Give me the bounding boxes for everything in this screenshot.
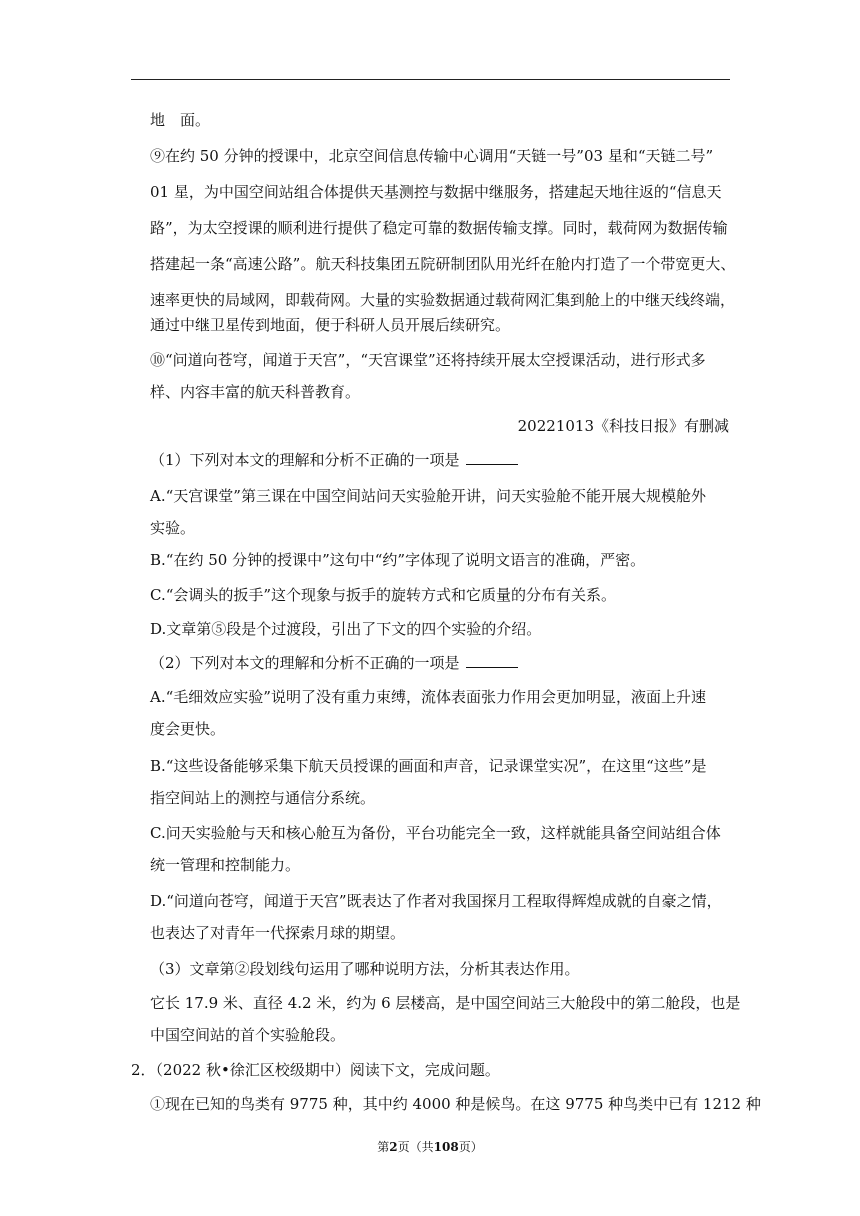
question-1-option: 实验。 xyxy=(150,519,196,537)
header-rule xyxy=(131,79,730,80)
page-number: 2 xyxy=(389,1140,398,1154)
question-1-option: A.“天宫课堂”第三课在中国空间站问天实验舱开讲，问天实验舱不能开展大规模舱外 xyxy=(150,487,706,505)
question-2-option: 统一管理和控制能力。 xyxy=(150,856,301,874)
page-total: 108 xyxy=(433,1140,459,1154)
text-line: 搭建起一条“高速公路”。航天科技集团五院研制团队用光纤在舱内打造了一个带宽更大、 xyxy=(150,255,736,273)
text-line: 地 面。 xyxy=(150,111,211,129)
text-line: 样、内容丰富的航天科普教育。 xyxy=(150,383,361,401)
text-line: ⑨在约 50 分钟的授课中，北京空间信息传输中心调用“天链一号”03 星和“天链二号” xyxy=(150,147,714,165)
problem-2-heading: 2．（2022 秋•徐汇区校级期中）阅读下文，完成问题。 xyxy=(131,1061,500,1079)
question-2-option: 度会更快。 xyxy=(150,720,226,738)
text-line: 通过中继卫星传到地面，便于科研人员开展后续研究。 xyxy=(150,316,511,334)
question-2-option: C.问天实验舱与天和核心舱互为备份，平台功能完全一致，这样就能具备空间站组合体 xyxy=(150,824,721,842)
question-1-option: D.文章第⑤段是个过渡段，引出了下文的四个实验的介绍。 xyxy=(150,620,542,638)
question-1-stem: （1）下列对本文的理解和分析不正确的一项是 xyxy=(150,450,518,470)
text-line: 01 星，为中国空间站组合体提供天基测控与数据中继服务，搭建起天地往返的“信息天 xyxy=(150,183,722,201)
text-line: ⑩“问道向苍穹，闻道于天宫”，“天宫课堂”还将持续开展太空授课活动，进行形式多 xyxy=(150,351,706,369)
question-2-option: 指空间站上的测控与通信分系统。 xyxy=(150,789,376,807)
question-2-option: 也表达了对青年一代探索月球的期望。 xyxy=(150,924,406,942)
text-line: 速率更快的局域网，即载荷网。大量的实验数据通过载荷网汇集到舱上的中继天线终端， xyxy=(150,291,736,309)
question-1-option: B.“在约 50 分钟的授课中”这句中“约”字体现了说明文语言的准确，严密。 xyxy=(150,551,646,569)
question-3-text: 它长 17.9 米、直径 4.2 米，约为 6 层楼高，是中国空间站三大舱段中的第二舱段，也是 xyxy=(150,994,741,1012)
question-2-option: A.“毛细效应实验”说明了没有重力束缚，流体表面张力作用会更加明显，液面上升速 xyxy=(150,688,706,706)
question-2-option: D.“问道向苍穹，闻道于天宫”既表达了作者对我国探月工程取得辉煌成就的自豪之情， xyxy=(150,892,722,910)
source-citation: 20221013《科技日报》有删减 xyxy=(517,417,729,435)
page-footer: 第2页（共108页） xyxy=(377,1140,483,1154)
question-2-stem: （2）下列对本文的理解和分析不正确的一项是 xyxy=(150,653,518,673)
problem-2-first-line: ①现在已知的鸟类有 9775 种，其中约 4000 种是候鸟。在这 9775 种鸟类中已有 1212 种 xyxy=(150,1095,761,1113)
answer-blank[interactable] xyxy=(466,450,518,465)
question-3-text: 中国空间站的首个实验舱段。 xyxy=(150,1026,346,1044)
text-line: 路”，为太空授课的顺利进行提供了稳定可靠的数据传输支撑。同时，载荷网为数据传输 xyxy=(150,219,728,237)
question-2-option: B.“这些设备能够采集下航天员授课的画面和声音，记录课堂实况”，在这里“这些”是 xyxy=(150,757,707,775)
question-1-option: C.“会调头的扳手”这个现象与扳手的旋转方式和它质量的分布有关系。 xyxy=(150,586,617,604)
answer-blank[interactable] xyxy=(466,653,518,668)
question-3-stem: （3）文章第②段划线句运用了哪种说明方法，分析其表达作用。 xyxy=(150,960,580,978)
